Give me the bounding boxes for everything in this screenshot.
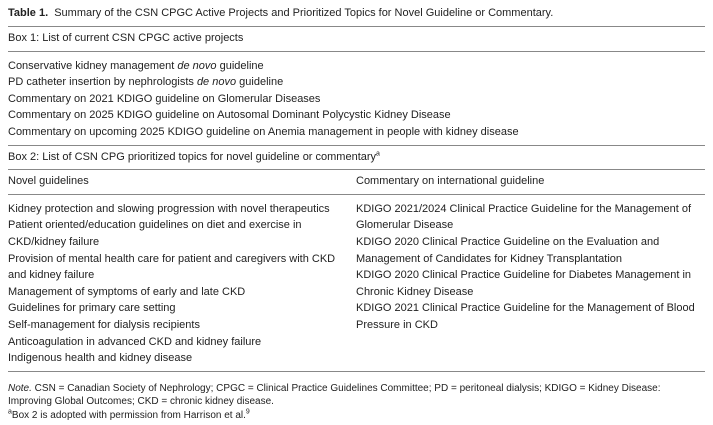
note-label: Note. <box>8 382 32 394</box>
box2-heading <box>8 146 705 170</box>
item-emphasis: de novo <box>177 59 217 72</box>
box1-heading: Box 1: List of current CSN CPGC active projects <box>8 32 244 44</box>
box2-heading-text: Box 2: List of CSN CPG prioritized topics for novel guideline or commentary <box>8 150 377 163</box>
box1-item <box>8 74 705 91</box>
box1-item <box>8 91 705 108</box>
item-text: Conservative kidney management <box>8 59 178 72</box>
novel-guideline-item: Management of symptoms of early and late CKD <box>8 285 246 298</box>
commentary-list <box>356 201 705 367</box>
item-text: PD catheter insertion by nephrologists <box>8 76 197 89</box>
item-text: guideline <box>236 76 284 89</box>
novel-guideline-item: Anticoagulation in advanced CKD and kidney failure <box>8 335 262 348</box>
box2-body <box>8 195 705 371</box>
box1-item <box>8 107 705 124</box>
commentary-item: KDIGO 2020 Clinical Practice Guideline for Diabetes Management in Chronic Kidney Disease <box>356 269 692 298</box>
commentary-item: KDIGO 2020 Clinical Practice Guideline on the Evaluation and Management of Candidates for Kidney Transplantation <box>356 235 660 265</box>
item-text: Commentary on 2021 KDIGO guideline on Glomerular Diseases <box>8 92 321 105</box>
table-caption <box>8 0 705 26</box>
box1-list <box>8 52 705 145</box>
novel-guidelines-list <box>8 201 356 367</box>
table-note <box>8 372 705 423</box>
footnote-mark: a <box>8 408 12 416</box>
item-text: Commentary on upcoming 2025 KDIGO guideline on Anemia management in people with kidney disease <box>8 125 519 138</box>
novel-guideline-item: Kidney protection and slowing progression with novel therapeutics <box>8 202 330 215</box>
footnote-ref: 9 <box>245 408 250 416</box>
col1-header: Novel guidelines <box>8 175 89 188</box>
novel-guideline-item: Provision of mental health care for patient and caregivers with CKD and kidney failure <box>8 252 336 282</box>
item-emphasis: de novo <box>196 76 237 89</box>
commentary-item: KDIGO 2021 Clinical Practice Guideline for the Management of Blood Pressure in CKD <box>356 302 695 331</box>
novel-guideline-item: Guidelines for primary care setting <box>8 302 176 315</box>
col2-header: Commentary on international guideline <box>356 175 545 188</box>
commentary-item: KDIGO 2021/2024 Clinical Practice Guideline for the Management of Glomerular Disease <box>356 202 692 232</box>
novel-guideline-item: Indigenous health and kidney disease <box>8 352 193 365</box>
column-headers <box>8 170 705 194</box>
note-text: CSN = Canadian Society of Nephrology; CPGC = Clinical Practice Guidelines Committee; PD = peritoneal dialysis; KDIGO = Kidney Disease: Improving Global Outcomes; CKD = chronic kidney disease. <box>8 382 661 408</box>
novel-guideline-item: Patient oriented/education guidelines on diet and exercise in CKD/kidney failure <box>8 219 302 248</box>
item-text: Commentary on 2025 KDIGO guideline on Autosomal Dominant Polycystic Kidney Disease <box>8 109 451 122</box>
caption-text: Summary of the CSN CPGC Active Projects and Prioritized Topics for Novel Guideline or Commentary. <box>54 7 554 19</box>
box1-item <box>8 124 705 141</box>
box1-item <box>8 58 705 75</box>
footnote-text: Box 2 is adopted with permission from Harrison et al. <box>11 409 246 421</box>
novel-guideline-item: Self-management for dialysis recipients <box>8 318 200 331</box>
footnote-mark: a <box>376 149 380 157</box>
item-text: guideline <box>216 59 264 72</box>
table-label: Table 1. <box>8 7 49 19</box>
